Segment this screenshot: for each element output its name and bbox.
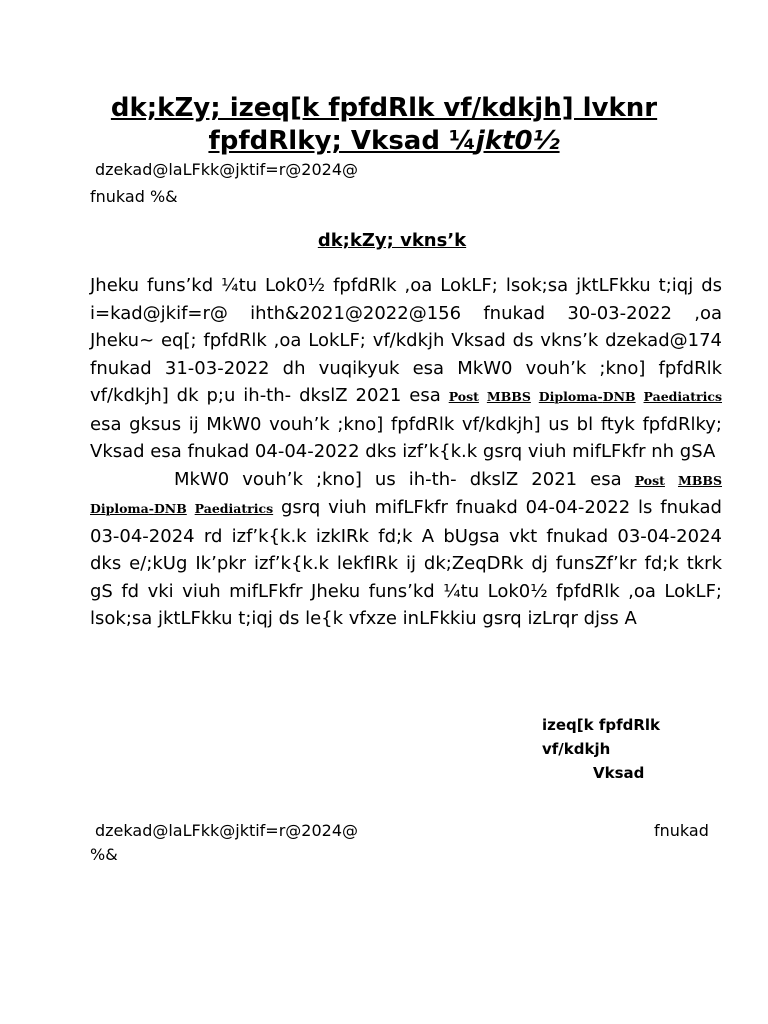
- course-paediatrics-2: Paediatrics: [194, 501, 274, 516]
- course-diploma-2: Diploma: [90, 501, 149, 516]
- document-title: [60, 92, 708, 158]
- footer-date-suffix: %&: [90, 845, 118, 864]
- course-diploma: Diploma: [538, 389, 598, 404]
- signature-line-2: vf/kdkjh: [542, 740, 611, 758]
- paragraph-2-text-b: gsrq viuh mifLFkfr fnuakd 04-04-2022 ls fnukad 03-04-2024 rd izf’k{k.k izkIRk fd;k A bUgsa vkt fnukad 03-04-2024 dks e/;kUg Ik’pkr izf’k{k.k lekfIRk ij dk;ZeqDRk dj funsZf’kr fd;k tkrk gS fd vki viuh mifLFkfr Jheku funs’kd ¼tu Lok0½ fpfdRlk ,oa LokLF; lsok;sa jktLFkku t;iqj ds le{k vfxze inLFkkiu gsrq izLrqr djss A: [90, 497, 722, 629]
- course-post-2: Post: [634, 472, 665, 488]
- paragraph-1: [90, 272, 722, 466]
- course-paediatrics: Paediatrics: [643, 389, 722, 404]
- course-mbbs-2: MBBS: [678, 472, 722, 488]
- course-post: Post: [448, 389, 479, 404]
- signature-block: [542, 713, 660, 785]
- date-label: fnukad %&: [90, 187, 178, 206]
- title-line-2-plain: fpfdRlky; Vksad ¼: [208, 126, 476, 156]
- title-line-2-italic: jkt0½: [475, 126, 560, 156]
- order-heading: dk;kZy; vkns’k: [317, 230, 467, 251]
- course-dash-2: -: [148, 501, 154, 516]
- course-mbbs: MBBS: [486, 389, 531, 404]
- paragraph-1-text-b: esa gksus ij MkW0 vouh’k ;kno] fpfdRlk vf/kdkjh] us bl ftyk fpfdRlky; Vksad esa fnukad 04-04-2022 dks izf’k{k.k gsrq viuh mifLFkfr nh gSA: [90, 413, 722, 462]
- paragraph-1-text-a: Jheku funs’kd ¼tu Lok0½ fpfdRlk ,oa LokLF; lsok;sa jktLFkku t;iqj ds i=kad@jkif=r@ ihth&2021@2022@156 fnukad 30-03-2022 ,oa Jheku~ eq[; fpfdRlk ,oa LokLF; vf/kdkjh Vksad ds vkns’k dzekad@174 fnukad 31-03-2022 dh vuqikyuk esa MkW0 vouh’k ;kno] fpfdRlk vf/kdkjh] dk p;u ih-th- dkslZ 2021 esa: [90, 275, 722, 406]
- footer-date-label: fnukad: [654, 821, 709, 840]
- order-body: [90, 272, 722, 633]
- paragraph-2: [90, 466, 722, 633]
- signature-line-1: izeq[k fpfdRlk: [542, 716, 661, 734]
- title-line-2: [60, 125, 708, 158]
- footer-reference-number: dzekad@laLFkk@jktif=r@2024@: [95, 821, 359, 840]
- course-dash: -: [597, 389, 603, 404]
- reference-number: dzekad@laLFkk@jktif=r@2024@: [95, 160, 359, 179]
- title-line-1: dk;kZy; izeq[k fpfdRlk vf/kdkjh] lvknr: [110, 93, 658, 123]
- course-dnb: DNB: [602, 389, 636, 404]
- signature-line-3: Vksad: [593, 764, 645, 782]
- course-dnb-2: DNB: [153, 501, 187, 516]
- paragraph-2-text-a: MkW0 vouh’k ;kno] us ih-th- dkslZ 2021 esa: [174, 468, 635, 490]
